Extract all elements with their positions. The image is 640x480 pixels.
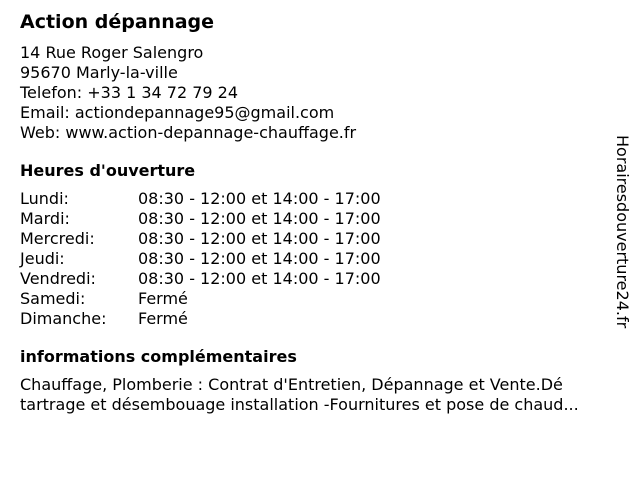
hours-day: Mercredi: — [20, 229, 95, 248]
opening-hours-table — [20, 189, 628, 329]
hours-day: Dimanche: — [20, 309, 107, 328]
hours-row-sunday — [20, 309, 628, 329]
business-card — [20, 10, 628, 415]
hours-day: Lundi: — [20, 189, 69, 208]
additional-info-text — [20, 375, 626, 415]
city-address: 95670 Marly-la-ville — [20, 63, 178, 82]
hours-time: 08:30 - 12:00 et 14:00 - 17:00 — [138, 249, 381, 268]
phone-number: Telefon: +33 1 34 72 79 24 — [20, 83, 239, 102]
hours-time: Fermé — [138, 289, 188, 308]
email-address: Email: actiondepannage95@gmail.com — [20, 103, 335, 122]
hours-time: 08:30 - 12:00 et 14:00 - 17:00 — [138, 229, 381, 248]
opening-hours-heading: Heures d'ouverture — [20, 161, 196, 180]
hours-row-monday — [20, 189, 628, 209]
hours-day: Jeudi: — [20, 249, 65, 268]
additional-info-line: Chauffage, Plomberie : Contrat d'Entretien, Dépannage et Vente.Dé — [20, 375, 563, 394]
hours-time: 08:30 - 12:00 et 14:00 - 17:00 — [138, 209, 381, 228]
additional-info-heading: informations complémentaires — [20, 347, 297, 366]
hours-time: Fermé — [138, 309, 188, 328]
address-block — [20, 43, 628, 143]
hours-day: Vendredi: — [20, 269, 96, 288]
hours-row-wednesday — [20, 229, 628, 249]
hours-time: 08:30 - 12:00 et 14:00 - 17:00 — [138, 189, 381, 208]
hours-row-saturday — [20, 289, 628, 309]
site-watermark: Horairesdouverture24.fr — [613, 135, 632, 329]
additional-info-line: tartrage et désembouage installation -Fournitures et pose de chaud... — [20, 395, 579, 414]
hours-row-tuesday — [20, 209, 628, 229]
hours-row-thursday — [20, 249, 628, 269]
street-address: 14 Rue Roger Salengro — [20, 43, 204, 62]
business-name: Action dépannage — [20, 11, 215, 33]
hours-day: Mardi: — [20, 209, 70, 228]
hours-time: 08:30 - 12:00 et 14:00 - 17:00 — [138, 269, 381, 288]
website: Web: www.action-depannage-chauffage.fr — [20, 123, 357, 142]
hours-row-friday — [20, 269, 628, 289]
hours-day: Samedi: — [20, 289, 86, 308]
